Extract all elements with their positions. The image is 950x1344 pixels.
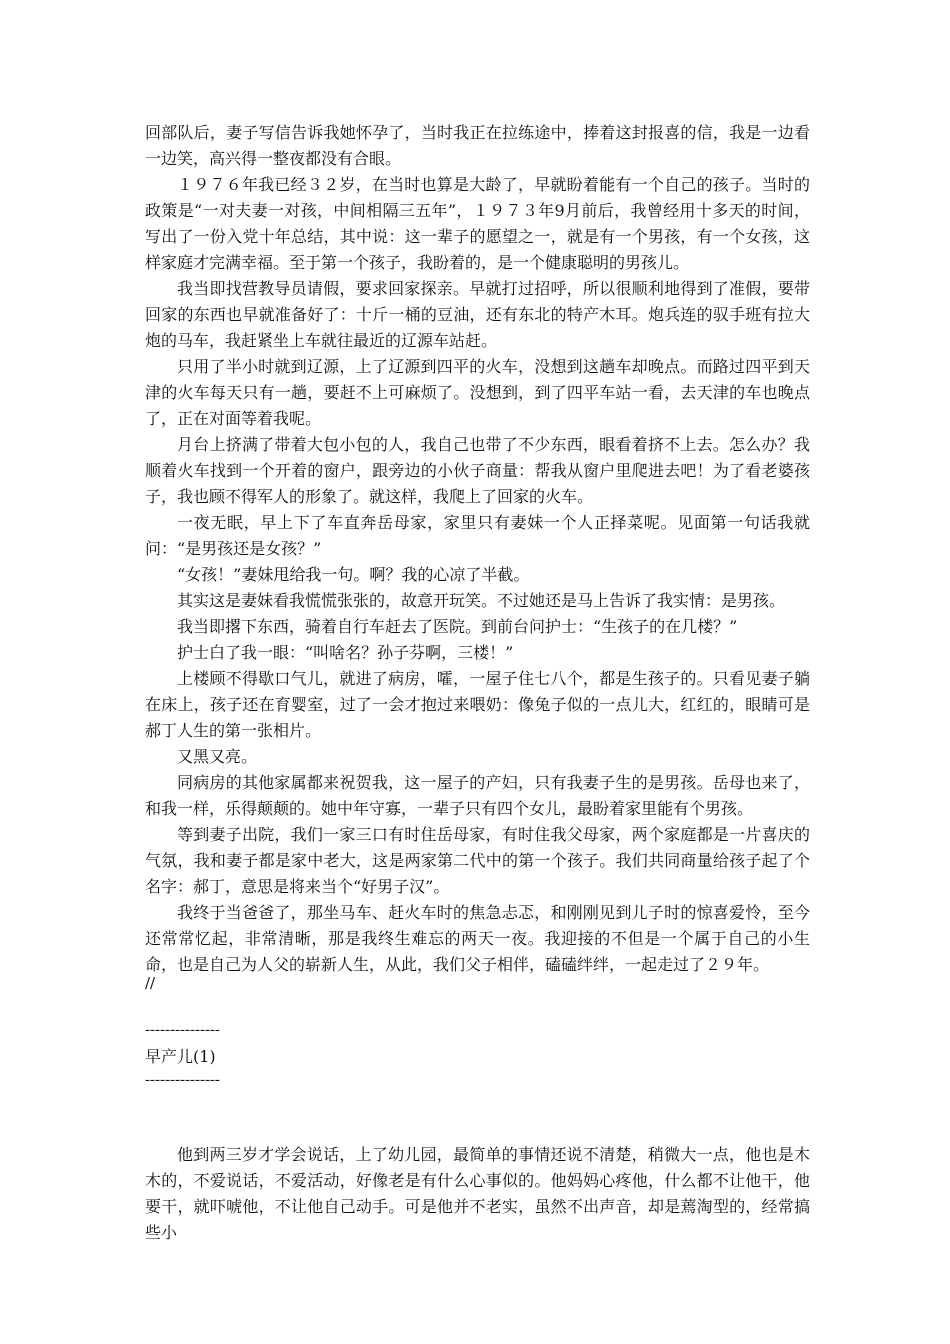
chapter-title: 早产儿(1) [145, 1047, 216, 1066]
paragraph-10: 护士白了我一眼：“叫啥名？孙子芬啊，三楼！” [177, 643, 514, 662]
next-section-body [145, 1142, 810, 1246]
paragraph-6: 一夜无眠，早上下了车直奔岳母家，家里只有妻妹一个人正择菜呢。见面第一句话我就问：“是男孩还是女孩？” [145, 513, 810, 558]
paragraph-15: 我终于当爸爸了，那坐马车、赶火车时的焦急忐忑，和刚刚见到儿子时的惊喜爱怜，至今还常常忆起，非常清晰，那是我终生难忘的两天一夜。我迎接的不但是一个属于自己的小生命，也是自己为人父的崭新人生，从此，我们父子相伴，磕磕绊绊，一起走过了２９年。 [145, 903, 810, 974]
paragraph-5: 月台上挤满了带着大包小包的人，我自己也带了不少东西，眼看着挤不上去。怎么办？我顺着火车找到一个开着的窗户，跟旁边的小伙子商量：帮我从窗户里爬进去吧！为了看老婆孩子，我也顾不得军人的形象了。就这样，我爬上了回家的火车。 [145, 435, 810, 506]
paragraph-11: 上楼顾不得歇口气儿，就进了病房，嚯，一屋子住七八个，都是生孩子的。只看见妻子躺在床上，孩子还在育婴室，过了一会才抱过来喂奶：像兔子似的一点儿大，红红的，眼睛可是郝丁人生的第一张相片。 [145, 669, 810, 740]
paragraph-3: 我当即找营教导员请假，要求回家探亲。早就打过招呼，所以很顺利地得到了准假，要带回家的东西也早就准备好了：十斤一桶的豆油，还有东北的特产木耳。炮兵连的驭手班有拉大炮的马车，我赶紧坐上车就往最近的辽源车站赶。 [145, 279, 810, 350]
document-body [145, 120, 810, 978]
paragraph-4: 只用了半小时就到辽源，上了辽源到四平的火车，没想到这趟车却晚点。而路过四平到天津的火车每天只有一趟，要赶不上可麻烦了。没想到，到了四平车站一看，去天津的车也晚点了，正在对面等着我呢。 [145, 357, 810, 428]
paragraph-12: 又黑又亮。 [177, 747, 258, 766]
divider-line-bottom: --------------- [145, 1072, 220, 1088]
paragraph-8: 其实这是妻妹看我慌慌张张的，故意开玩笑。不过她还是马上告诉了我实情：是男孩。 [177, 591, 786, 610]
paragraph-7: “女孩！”妻妹甩给我一句。啊？我的心凉了半截。 [177, 565, 530, 584]
paragraph-13: 同病房的其他家属都来祝贺我，这一屋子的产妇，只有我妻子生的是男孩。岳母也来了，和我一样，乐得颠颠的。她中年守寡，一辈子只有四个女儿，最盼着家里能有个男孩。 [145, 773, 810, 818]
divider-line-top: --------------- [145, 1022, 220, 1038]
paragraph-1: 回部队后，妻子写信告诉我她怀孕了，当时我正在拉练途中，捧着这封报喜的信，我是一边看一边笑，高兴得一整夜都没有合眼。 [145, 123, 810, 168]
paragraph-9: 我当即撂下东西，骑着自行车赶去了医院。到前台问护士：“生孩子的在几楼？” [177, 617, 738, 636]
paragraph-2: １９７６年我已经３２岁，在当时也算是大龄了，早就盼着能有一个自己的孩子。当时的政策是“一对夫妻一对孩，中间相隔三五年”，１９７３年9月前后，我曾经用十多天的时间，写出了一份入党十年总结，其中说：这一辈子的愿望之一，就是有一个男孩，有一个女孩，这样家庭才完满幸福。至于第一个孩子，我盼着的，是一个健康聪明的男孩儿。 [145, 175, 810, 272]
next-paragraph: 他到两三岁才学会说话，上了幼儿园，最简单的事情还说不清楚，稍微大一点，他也是木木的，不爱说话，不爱活动，好像老是有什么心事似的。他妈妈心疼他，什么都不让他干，他要干，就吓唬他，不让他自己动手。可是他并不老实，虽然不出声音，却是蔫淘型的，经常搞些小 [145, 1145, 810, 1242]
paragraph-14: 等到妻子出院，我们一家三口有时住岳母家，有时住我父母家，两个家庭都是一片喜庆的气氛，我和妻子都是家中老大，这是两家第二代中的第一个孩子。我们共同商量给孩子起了个名字：郝丁，意思是将来当个“好男子汉”。 [145, 825, 810, 896]
separator-slashes: // [145, 974, 156, 992]
